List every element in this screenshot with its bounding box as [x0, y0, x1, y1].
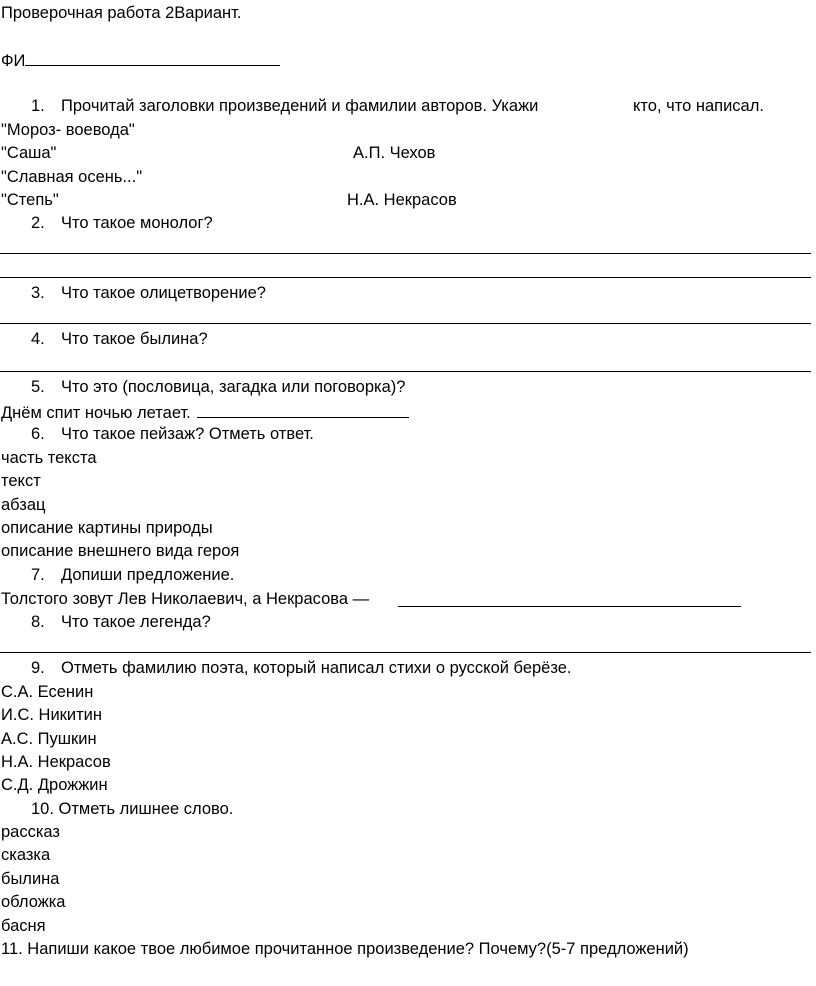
q4-answer-line[interactable]: [0, 371, 811, 372]
q7-number: 7.: [31, 566, 45, 584]
q6-option[interactable]: абзац: [1, 496, 46, 514]
q1-number: 1.: [31, 97, 45, 115]
q9-option[interactable]: С.Д. Дрожжин: [1, 776, 108, 794]
q5-example: [1, 403, 409, 422]
q10-option[interactable]: сказка: [1, 846, 51, 864]
q4-text: Что такое былина?: [61, 330, 208, 348]
q8-text: Что такое легенда?: [61, 613, 211, 631]
q2-answer-line[interactable]: [0, 253, 811, 254]
q3-text: Что такое олицетворение?: [61, 284, 266, 302]
q9-option[interactable]: И.С. Никитин: [1, 706, 102, 724]
q1-text-tail: кто, что написал.: [633, 97, 764, 115]
q5-example-text: Днём спит ночью летает.: [1, 404, 191, 422]
q1-work: "Славная осень...": [1, 168, 143, 186]
q3-number: 3.: [31, 284, 45, 302]
q6-number: 6.: [31, 425, 45, 443]
q10-option[interactable]: обложка: [1, 893, 66, 911]
q1-work: "Саша": [1, 144, 57, 162]
q3-answer-line[interactable]: [0, 323, 811, 324]
fio-label: [1, 51, 280, 70]
q10-option[interactable]: рассказ: [1, 823, 60, 841]
q11-text: 11. Напиши какое твое любимое прочитанное произведение? Почему?(5-7 предложений): [1, 940, 689, 958]
q1-text: Прочитай заголовки произведений и фамилии авторов. Укажи: [61, 97, 539, 115]
q7-answer-line[interactable]: [398, 606, 741, 607]
q1-author: А.П. Чехов: [353, 144, 436, 162]
q9-text: Отметь фамилию поэта, который написал стихи о русской берёзе.: [61, 659, 572, 677]
q1-work: "Степь": [1, 191, 59, 209]
q6-option[interactable]: текст: [1, 472, 41, 490]
fio-answer-line[interactable]: [25, 51, 280, 66]
q6-option[interactable]: часть текста: [1, 449, 97, 467]
q6-option[interactable]: описание внешнего вида героя: [1, 542, 240, 560]
q8-answer-line[interactable]: [0, 652, 811, 653]
q8-number: 8.: [31, 613, 45, 631]
q2-number: 2.: [31, 214, 45, 232]
q9-option[interactable]: А.С. Пушкин: [1, 730, 97, 748]
q10-text: 10. Отметь лишнее слово.: [31, 800, 234, 818]
fio-label-text: ФИ: [1, 52, 26, 70]
q5-text: Что это (пословица, загадка или поговорка)?: [61, 378, 406, 396]
q2-text: Что такое монолог?: [61, 214, 213, 232]
q10-option[interactable]: былина: [1, 870, 60, 888]
q1-work: "Мороз- воевода": [1, 121, 135, 139]
q9-number: 9.: [31, 659, 45, 677]
q6-text: Что такое пейзаж? Отметь ответ.: [61, 425, 314, 443]
q9-option[interactable]: Н.А. Некрасов: [1, 753, 111, 771]
q2-answer-line[interactable]: [0, 277, 811, 278]
q6-option[interactable]: описание картины природы: [1, 519, 213, 537]
page-title: Проверочная работа 2Вариант.: [1, 4, 242, 22]
q7-text: Допиши предложение.: [61, 566, 235, 584]
q5-answer-line[interactable]: [197, 403, 409, 418]
q7-sentence: Толстого зовут Лев Николаевич, а Некрасова —: [1, 590, 370, 608]
q1-author: Н.А. Некрасов: [347, 191, 457, 209]
q5-number: 5.: [31, 378, 45, 396]
q9-option[interactable]: С.А. Есенин: [1, 683, 94, 701]
q10-option[interactable]: басня: [1, 917, 46, 935]
q4-number: 4.: [31, 330, 45, 348]
